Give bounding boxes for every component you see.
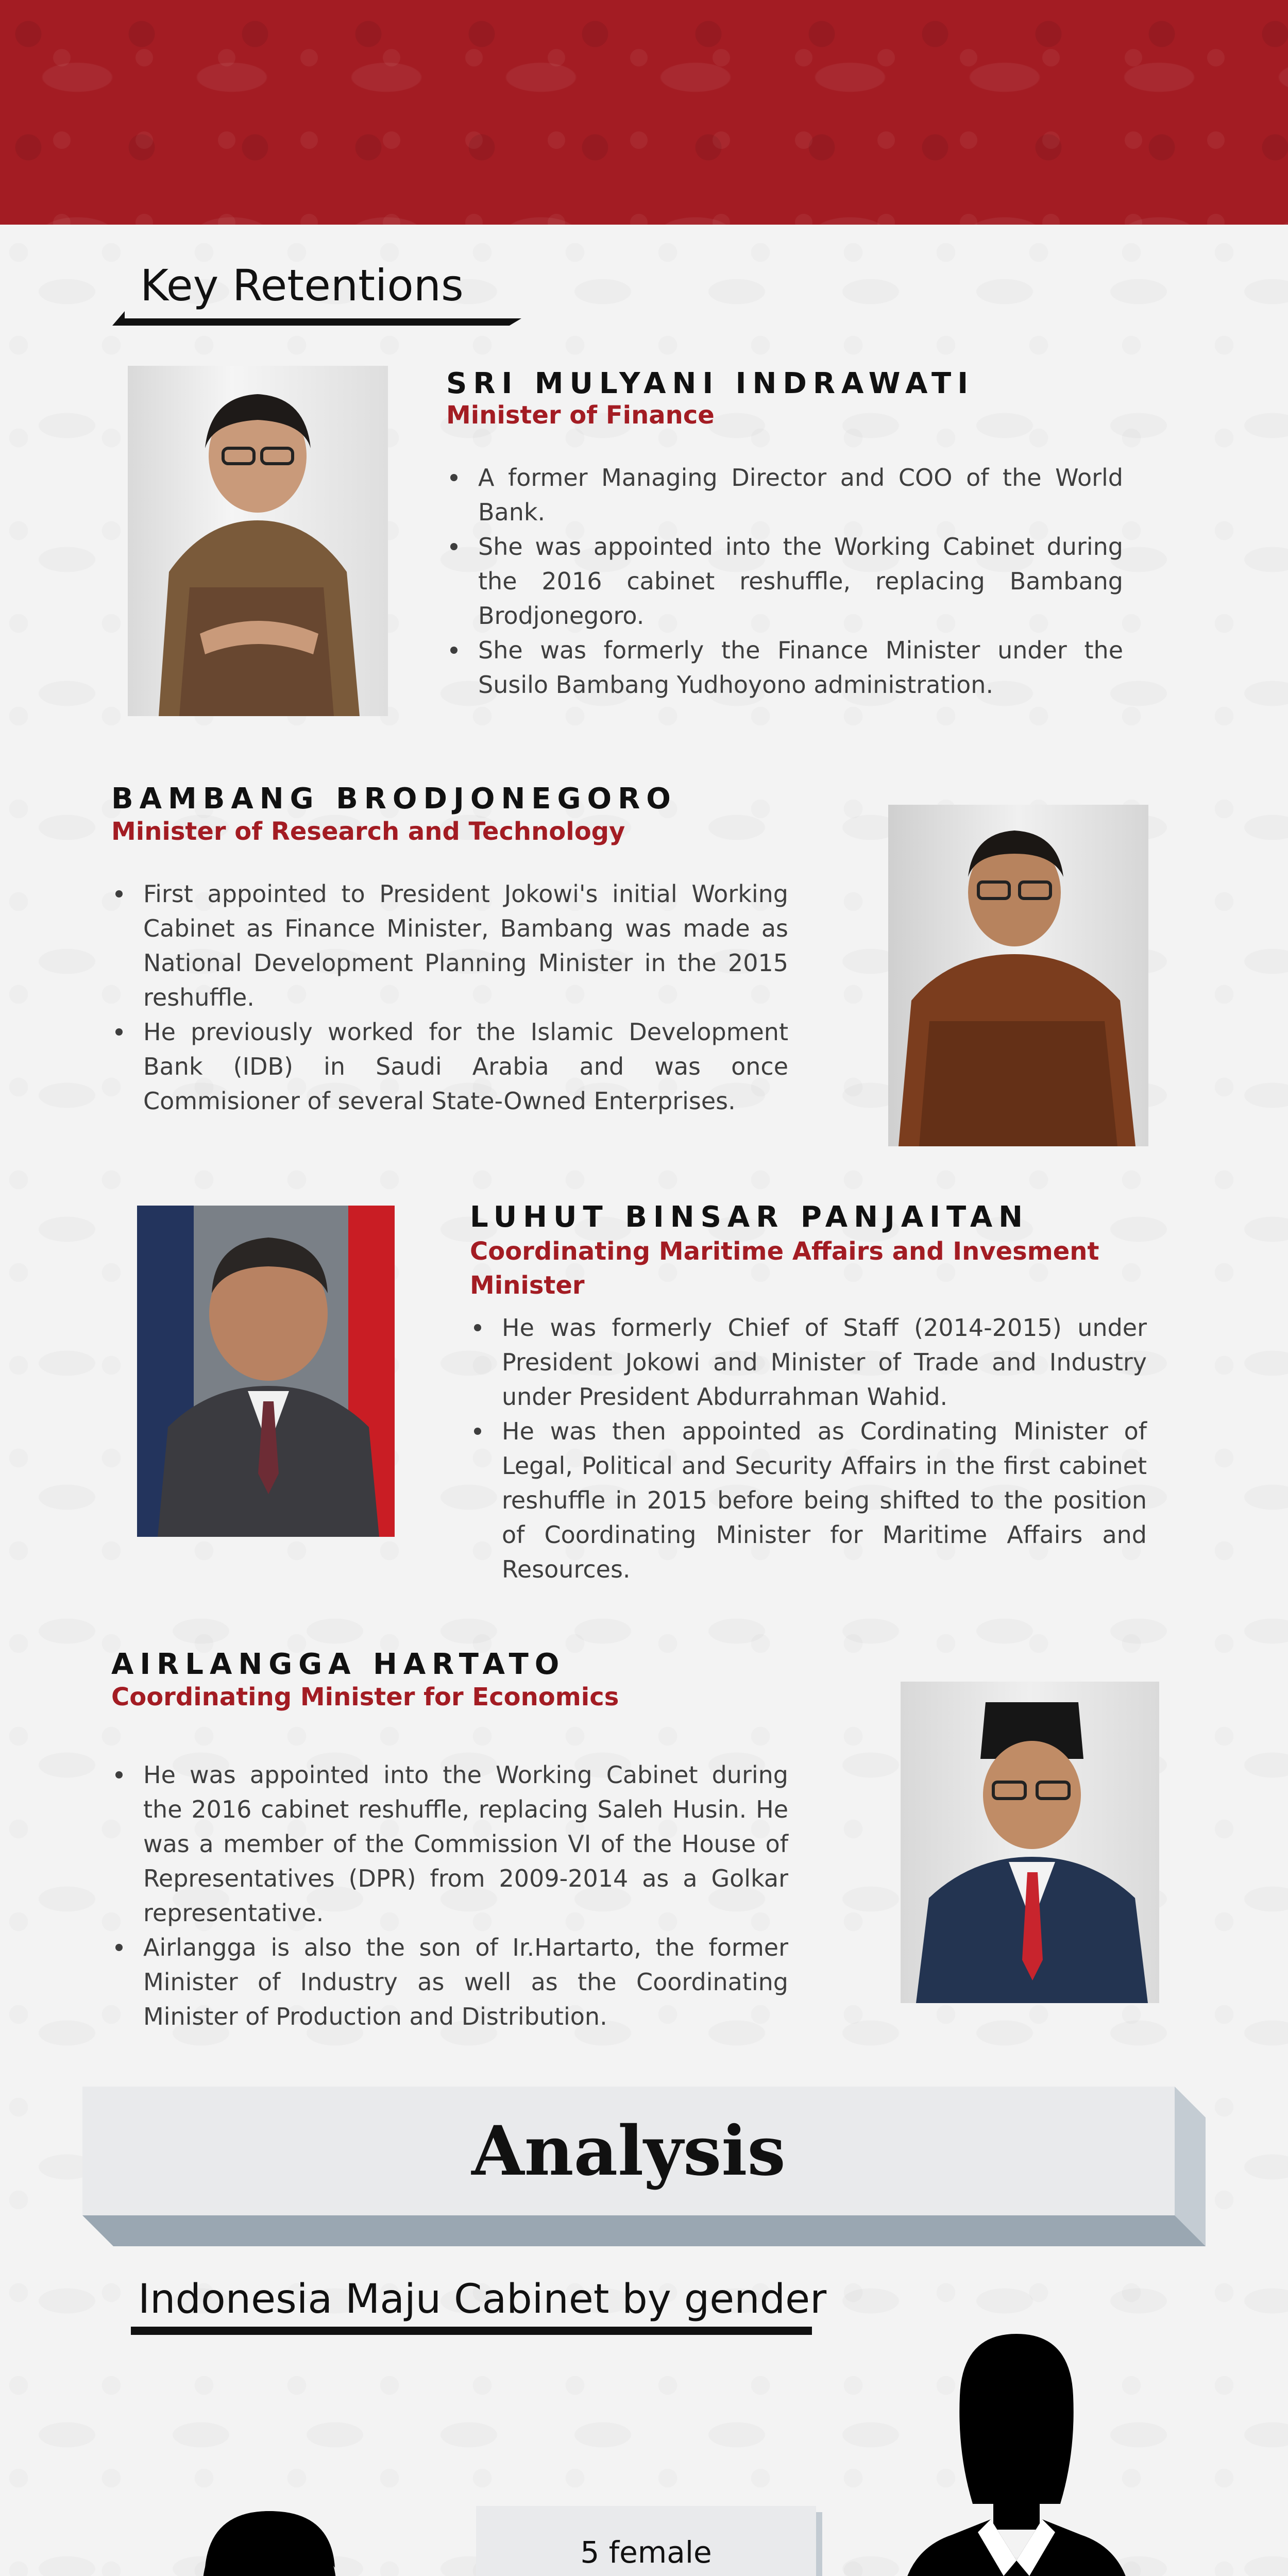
airlangga-role: Coordinating Minister for Economics [111,1683,619,1711]
heading-underline [122,318,521,326]
bambang-role: Minister of Research and Technology [111,817,625,846]
luhut-role: Coordinating Maritime Affairs and Invesment Minister [470,1237,1099,1300]
list-item: She was formerly the Finance Minister under the Susilo Bambang Yudhoyono administration. [446,633,1123,702]
key-retentions-heading: Key Retentions [140,260,464,311]
airlangga-name: AIRLANGGA HARTATO [111,1648,566,1681]
list-item: First appointed to President Jokowi's initial Working Cabinet as Finance Minister, Bambang was made as National Development Planning Minister in the 2015 reshuffle. [111,877,788,1015]
bambang-name: BAMBANG BRODJONEGORO [111,782,677,816]
list-item: He previously worked for the Islamic Development Bank (IDB) in Saudi Arabia and was once Commisioner of several State-Owned Enterprises. [111,1015,788,1118]
list-item: Airlangga is also the son of Ir.Hartarto, the former Minister of Industry as well as the Coordinating Minister of Production and Distribution. [111,1930,788,2034]
sri-mulyani-bullets [446,461,1123,702]
analysis-title: Analysis [471,2111,786,2191]
female-count-box [476,2506,816,2576]
sri-mulyani-role: Minister of Finance [446,401,715,430]
bambang-photo [888,805,1148,1146]
subtitle-underline [131,2327,812,2335]
sri-mulyani-photo [128,366,388,716]
list-item: She was appointed into the Working Cabinet during the 2016 cabinet reshuffle, replacing Bambang Brodjonegoro. [446,530,1123,633]
airlangga-photo [901,1682,1159,2003]
top-decorative-band [0,0,1288,225]
luhut-name: LUHUT BINSAR PANJAITAN [470,1200,1029,1234]
sri-mulyani-name: SRI MULYANI INDRAWATI [446,367,975,400]
luhut-photo [137,1206,395,1537]
airlangga-bullets [111,1758,788,2034]
female-count-label: 5 female [580,2535,712,2570]
list-item: A former Managing Director and COO of the World Bank. [446,461,1123,530]
gender-subtitle: Indonesia Maju Cabinet by gender [138,2276,827,2323]
heading-underline-tip [112,311,125,326]
luhut-bullets [470,1311,1147,1587]
male-silhouette-icon [133,2511,406,2576]
female-silhouette-icon [901,2334,1132,2576]
analysis-banner-bottom [82,2215,1206,2246]
list-item: He was appointed into the Working Cabinet during the 2016 cabinet reshuffle, replacing Saleh Husin. He was a member of the Commission VI of the House of Representatives (DPR) from 2009-2014 as a Golkar representative. [111,1758,788,1930]
list-item: He was formerly Chief of Staff (2014-2015) under President Jokowi and Minister of Trade and Industry under President Abdurrahman Wahid. [470,1311,1147,1414]
list-item: He was then appointed as Cordinating Minister of Legal, Political and Security Affairs in the first cabinet reshuffle in 2015 before being shifted to the position of Coordinating Minister for Maritime Affairs and Resources. [470,1414,1147,1587]
bambang-bullets [111,877,788,1118]
